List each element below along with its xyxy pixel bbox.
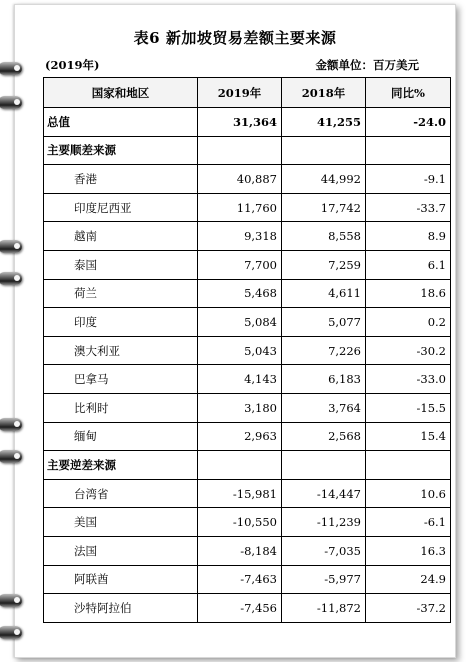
value-2018: -5,977 bbox=[282, 565, 366, 594]
total-2018: 41,255 bbox=[282, 108, 366, 137]
binder-ring-icon bbox=[0, 272, 22, 285]
value-yoy: 24.9 bbox=[366, 565, 451, 594]
table-row bbox=[44, 508, 451, 537]
table-row bbox=[44, 365, 451, 394]
table-row bbox=[44, 222, 451, 251]
total-label: 总值 bbox=[44, 108, 198, 137]
total-row bbox=[44, 108, 451, 137]
country-name: 沙特阿拉伯 bbox=[44, 594, 198, 623]
table-row bbox=[44, 279, 451, 308]
value-2018: 7,259 bbox=[282, 250, 366, 279]
value-2019: -7,456 bbox=[198, 594, 282, 623]
country-name: 法国 bbox=[44, 536, 198, 565]
country-name: 美国 bbox=[44, 508, 198, 537]
value-2018: 5,077 bbox=[282, 308, 366, 337]
binder-ring-icon bbox=[0, 62, 22, 75]
table-row bbox=[44, 479, 451, 508]
table-row bbox=[44, 336, 451, 365]
value-2018: 6,183 bbox=[282, 365, 366, 394]
header-2019: 2019年 bbox=[198, 78, 282, 108]
value-yoy: -15.5 bbox=[366, 393, 451, 422]
country-name: 香港 bbox=[44, 165, 198, 194]
country-name: 缅甸 bbox=[44, 422, 198, 451]
total-2019: 31,364 bbox=[198, 108, 282, 137]
value-2018: 17,742 bbox=[282, 193, 366, 222]
country-name: 泰国 bbox=[44, 250, 198, 279]
value-2018: 7,226 bbox=[282, 336, 366, 365]
value-yoy: 18.6 bbox=[366, 279, 451, 308]
table-row bbox=[44, 422, 451, 451]
value-2019: -7,463 bbox=[198, 565, 282, 594]
table-row bbox=[44, 308, 451, 337]
country-name: 阿联酋 bbox=[44, 565, 198, 594]
value-yoy: 8.9 bbox=[366, 222, 451, 251]
header-region: 国家和地区 bbox=[44, 78, 198, 108]
value-2019: 4,143 bbox=[198, 365, 282, 394]
binder-ring-icon bbox=[0, 418, 22, 431]
value-2019: 5,468 bbox=[198, 279, 282, 308]
table-row bbox=[44, 165, 451, 194]
year-note: (2019年) bbox=[45, 58, 100, 72]
value-2019: 2,963 bbox=[198, 422, 282, 451]
value-yoy: -9.1 bbox=[366, 165, 451, 194]
table-row bbox=[44, 565, 451, 594]
table-row bbox=[44, 250, 451, 279]
value-2019: 9,318 bbox=[198, 222, 282, 251]
value-2019: 11,760 bbox=[198, 193, 282, 222]
table-row bbox=[44, 536, 451, 565]
total-yoy: -24.0 bbox=[366, 108, 451, 137]
value-2019: 3,180 bbox=[198, 393, 282, 422]
table-row bbox=[44, 393, 451, 422]
unit-note: 金额单位：百万美元 bbox=[315, 58, 419, 72]
value-yoy: 10.6 bbox=[366, 479, 451, 508]
value-2018: -11,239 bbox=[282, 508, 366, 537]
value-yoy: 15.4 bbox=[366, 422, 451, 451]
surplus-section-label: 主要顺差来源 bbox=[44, 136, 198, 165]
value-2018: 44,992 bbox=[282, 165, 366, 194]
value-2018: 4,611 bbox=[282, 279, 366, 308]
document-page bbox=[14, 4, 456, 658]
country-name: 印度尼西亚 bbox=[44, 193, 198, 222]
header-row bbox=[44, 78, 451, 108]
value-2018: -11,872 bbox=[282, 594, 366, 623]
value-2019: -15,981 bbox=[198, 479, 282, 508]
value-yoy: 16.3 bbox=[366, 536, 451, 565]
country-name: 印度 bbox=[44, 308, 198, 337]
country-name: 澳大利亚 bbox=[44, 336, 198, 365]
value-yoy: -30.2 bbox=[366, 336, 451, 365]
table-title: 表6 新加坡贸易差额主要来源 bbox=[133, 29, 337, 47]
value-2018: -7,035 bbox=[282, 536, 366, 565]
value-2018: 3,764 bbox=[282, 393, 366, 422]
value-yoy: -37.2 bbox=[366, 594, 451, 623]
value-2019: 5,084 bbox=[198, 308, 282, 337]
value-2019: 7,700 bbox=[198, 250, 282, 279]
country-name: 比利时 bbox=[44, 393, 198, 422]
binder-ring-icon bbox=[0, 594, 22, 607]
value-yoy: -6.1 bbox=[366, 508, 451, 537]
country-name: 巴拿马 bbox=[44, 365, 198, 394]
value-2019: -8,184 bbox=[198, 536, 282, 565]
value-2018: -14,447 bbox=[282, 479, 366, 508]
header-2018: 2018年 bbox=[282, 78, 366, 108]
value-yoy: 6.1 bbox=[366, 250, 451, 279]
value-2018: 2,568 bbox=[282, 422, 366, 451]
table-row bbox=[44, 193, 451, 222]
surplus-section-row bbox=[44, 136, 451, 165]
value-yoy: 0.2 bbox=[366, 308, 451, 337]
trade-balance-table bbox=[43, 77, 451, 623]
table-row bbox=[44, 594, 451, 623]
binder-ring-icon bbox=[0, 96, 22, 109]
header-yoy: 同比% bbox=[366, 78, 451, 108]
deficit-section-row bbox=[44, 451, 451, 480]
value-2019: 40,887 bbox=[198, 165, 282, 194]
country-name: 台湾省 bbox=[44, 479, 198, 508]
country-name: 荷兰 bbox=[44, 279, 198, 308]
binder-ring-icon bbox=[0, 626, 22, 639]
binder-ring-icon bbox=[0, 450, 22, 463]
deficit-section-label: 主要逆差来源 bbox=[44, 451, 198, 480]
value-2019: 5,043 bbox=[198, 336, 282, 365]
value-2018: 8,558 bbox=[282, 222, 366, 251]
binder-ring-icon bbox=[0, 240, 22, 253]
value-yoy: -33.0 bbox=[366, 365, 451, 394]
country-name: 越南 bbox=[44, 222, 198, 251]
value-2019: -10,550 bbox=[198, 508, 282, 537]
value-yoy: -33.7 bbox=[366, 193, 451, 222]
